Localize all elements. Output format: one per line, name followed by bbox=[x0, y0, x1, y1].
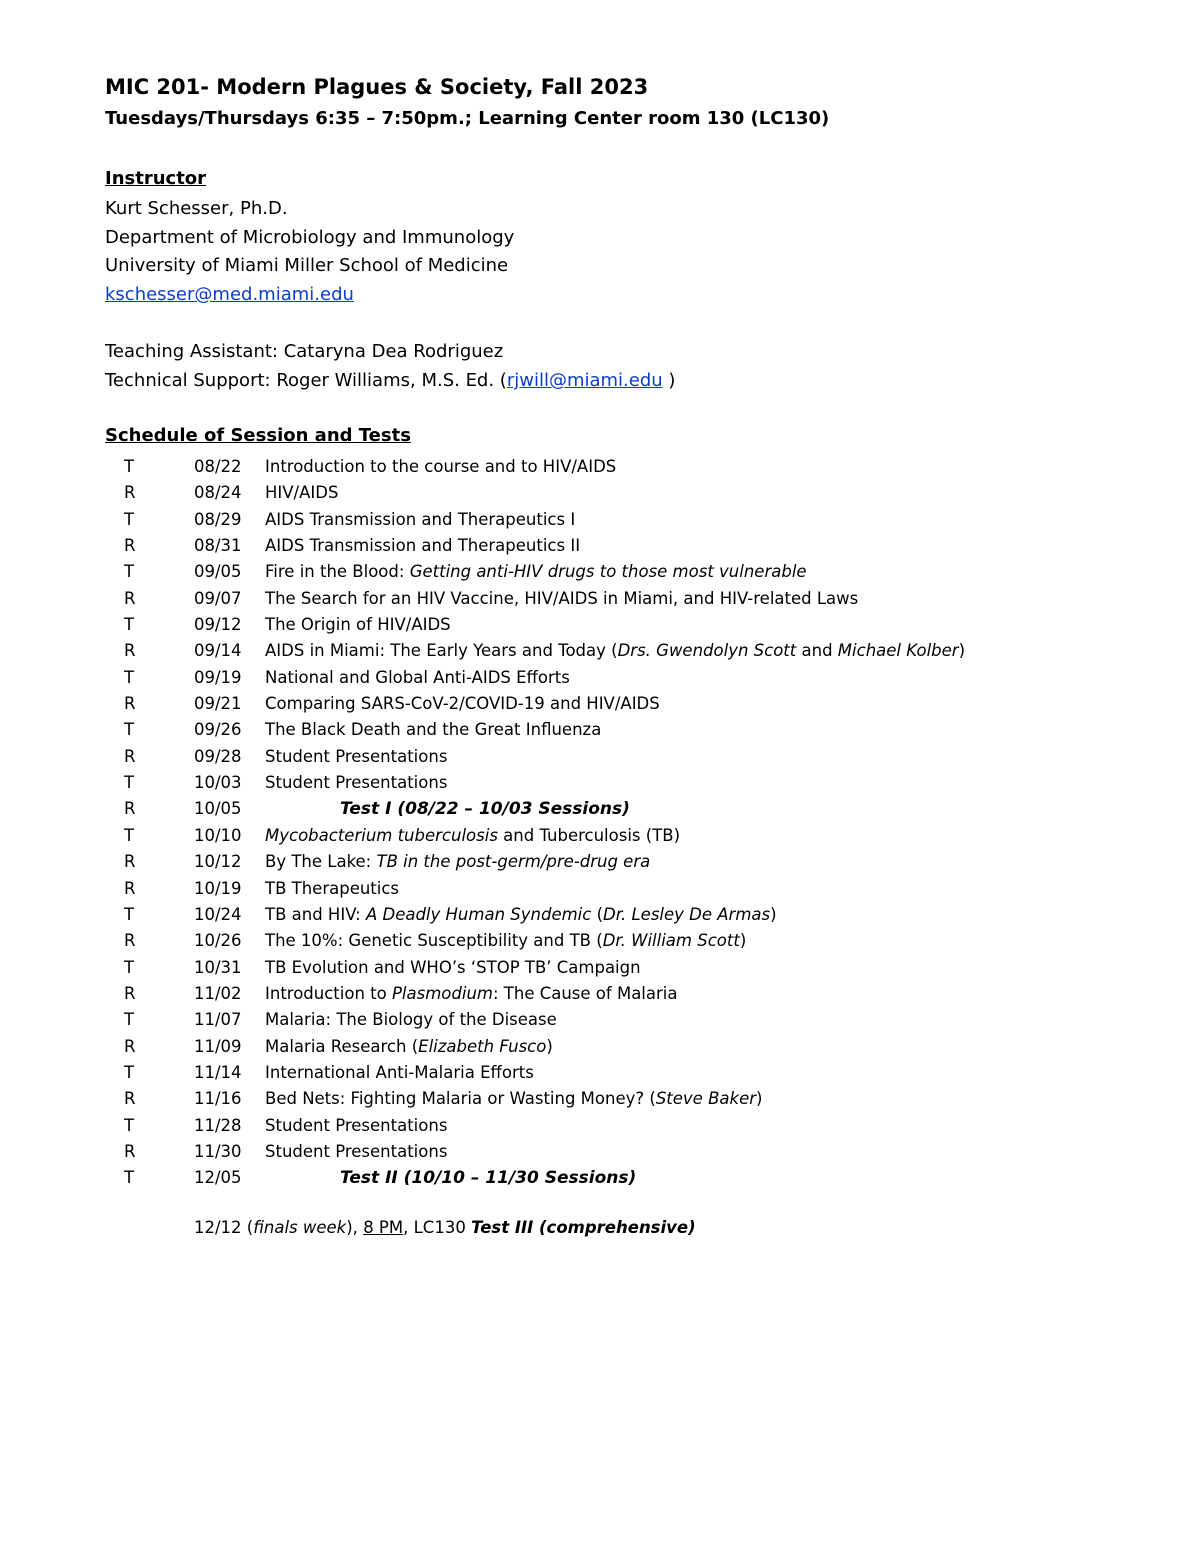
session-topic bbox=[265, 613, 451, 637]
session-date: 10/05 bbox=[194, 799, 242, 819]
session-topic bbox=[265, 692, 660, 716]
session-day: T bbox=[124, 1010, 135, 1030]
test-label: Test II (10/10 – 11/30 Sessions) bbox=[340, 1168, 637, 1189]
topic-text: By The Lake: bbox=[265, 852, 377, 872]
session-day: R bbox=[124, 983, 136, 1003]
topic-text: TB Evolution and WHO’s ‘STOP TB’ Campaign bbox=[265, 957, 641, 977]
schedule-row bbox=[0, 1114, 1200, 1140]
session-day: T bbox=[124, 904, 135, 924]
topic-italic: Steve Baker bbox=[655, 1089, 757, 1109]
session-date: 08/22 bbox=[194, 457, 242, 476]
topic-text: Student Presentations bbox=[265, 746, 448, 766]
schedule-row bbox=[0, 534, 1200, 560]
session-topic bbox=[265, 1114, 447, 1138]
topic-text: ) bbox=[756, 1089, 763, 1109]
session-topic bbox=[265, 903, 777, 927]
topic-italic: Dr. Lesley De Armas bbox=[603, 904, 771, 924]
session-date: 09/14 bbox=[194, 641, 242, 661]
instructor-school: University of Miami Miller School of Medicine bbox=[105, 255, 509, 276]
schedule-row bbox=[0, 797, 1200, 823]
topic-text: Comparing SARS-CoV-2/COVID-19 and HIV/AIDS bbox=[265, 694, 660, 714]
session-topic bbox=[265, 534, 580, 558]
schedule-row bbox=[0, 639, 1200, 665]
schedule-row bbox=[0, 745, 1200, 771]
session-day: R bbox=[124, 1089, 136, 1109]
topic-italic: Mycobacterium tuberculosis bbox=[265, 825, 498, 845]
topic-italic: Michael Kolber bbox=[837, 641, 959, 661]
topic-text: Malaria Research ( bbox=[265, 1036, 419, 1056]
session-date: 08/29 bbox=[194, 509, 242, 529]
topic-text: AIDS Transmission and Therapeutics II bbox=[265, 536, 581, 556]
topic-text: The Black Death and the Great Influenza bbox=[265, 720, 602, 740]
session-day: R bbox=[124, 746, 136, 766]
session-date: 09/26 bbox=[194, 720, 242, 740]
topic-text: TB and HIV: bbox=[265, 904, 366, 924]
final-exam-date: 12/12 ( bbox=[194, 1218, 254, 1237]
session-date: 11/16 bbox=[194, 1089, 242, 1109]
session-topic bbox=[265, 771, 447, 795]
final-exam-time: 8 PM bbox=[363, 1218, 404, 1237]
session-day: T bbox=[124, 1115, 135, 1135]
session-topic bbox=[265, 1035, 553, 1059]
session-day: R bbox=[124, 641, 136, 661]
schedule-table bbox=[0, 455, 1200, 1193]
final-exam-room: , LC130 bbox=[403, 1218, 472, 1237]
topic-text: National and Global Anti-AIDS Efforts bbox=[265, 667, 570, 687]
session-day: T bbox=[124, 720, 135, 740]
schedule-row bbox=[0, 1087, 1200, 1113]
session-date: 11/09 bbox=[194, 1036, 242, 1056]
session-date: 10/31 bbox=[194, 957, 242, 977]
session-topic bbox=[265, 718, 601, 742]
session-day: T bbox=[124, 957, 135, 977]
session-date: 09/07 bbox=[194, 588, 242, 608]
session-topic bbox=[265, 1008, 557, 1032]
topic-text: and bbox=[796, 641, 838, 661]
schedule-row bbox=[0, 1140, 1200, 1166]
topic-text: AIDS in Miami: The Early Years and Today ( bbox=[265, 641, 618, 661]
topic-text: HIV/AIDS bbox=[265, 483, 339, 503]
session-date: 11/02 bbox=[194, 983, 242, 1003]
session-date: 09/19 bbox=[194, 667, 242, 687]
session-topic bbox=[265, 666, 570, 690]
course-schedule-subtitle: Tuesdays/Thursdays 6:35 – 7:50pm.; Learning Center room 130 (LC130) bbox=[105, 108, 830, 129]
instructor-heading: Instructor bbox=[105, 168, 207, 189]
course-title: MIC 201- Modern Plagues & Society, Fall 2023 bbox=[105, 75, 649, 99]
topic-text: The 10%: Genetic Susceptibility and TB ( bbox=[265, 931, 603, 951]
session-day: R bbox=[124, 694, 136, 714]
session-topic bbox=[265, 824, 680, 848]
test-label: Test I (08/22 – 10/03 Sessions) bbox=[340, 799, 630, 820]
session-day: T bbox=[124, 509, 135, 529]
technical-support-close: ) bbox=[662, 370, 676, 391]
schedule-row bbox=[0, 666, 1200, 692]
schedule-row bbox=[0, 877, 1200, 903]
schedule-row bbox=[0, 1166, 1200, 1192]
topic-text: ) bbox=[770, 904, 777, 924]
technical-support-label: Technical Support: Roger Williams, M.S. Ed. ( bbox=[105, 370, 507, 391]
schedule-row bbox=[0, 587, 1200, 613]
session-date: 10/19 bbox=[194, 878, 242, 898]
topic-italic: A Deadly Human Syndemic bbox=[365, 904, 592, 924]
session-topic bbox=[265, 929, 746, 953]
session-day: R bbox=[124, 799, 136, 819]
session-date: 11/07 bbox=[194, 1010, 242, 1030]
topic-text: Malaria: The Biology of the Disease bbox=[265, 1010, 557, 1030]
session-day: R bbox=[124, 536, 136, 556]
session-topic bbox=[265, 560, 807, 584]
instructor-department: Department of Microbiology and Immunology bbox=[105, 227, 515, 248]
session-topic bbox=[265, 1061, 534, 1085]
session-date: 10/26 bbox=[194, 931, 242, 951]
session-day: T bbox=[124, 825, 135, 845]
session-date: 11/30 bbox=[194, 1141, 242, 1161]
topic-text: : The Cause of Malaria bbox=[492, 983, 678, 1003]
session-date: 11/14 bbox=[194, 1062, 242, 1082]
session-topic bbox=[265, 639, 965, 663]
schedule-row bbox=[0, 929, 1200, 955]
instructor-name: Kurt Schesser, Ph.D. bbox=[105, 198, 288, 219]
technical-support bbox=[105, 370, 675, 391]
schedule-row bbox=[0, 850, 1200, 876]
session-date: 12/05 bbox=[194, 1168, 242, 1188]
session-topic bbox=[265, 1140, 447, 1164]
session-day: R bbox=[124, 483, 136, 503]
schedule-row bbox=[0, 718, 1200, 744]
session-day: R bbox=[124, 1036, 136, 1056]
schedule-row bbox=[0, 1061, 1200, 1087]
session-topic bbox=[265, 481, 338, 505]
session-date: 09/21 bbox=[194, 694, 242, 714]
session-topic bbox=[265, 877, 399, 901]
session-date: 09/12 bbox=[194, 615, 242, 635]
session-date: 09/05 bbox=[194, 562, 242, 582]
session-date: 10/03 bbox=[194, 773, 242, 793]
schedule-row bbox=[0, 956, 1200, 982]
session-topic bbox=[265, 956, 641, 980]
session-day: R bbox=[124, 852, 136, 872]
topic-text: International Anti-Malaria Efforts bbox=[265, 1062, 534, 1082]
topic-italic: Drs. Gwendolyn Scott bbox=[617, 641, 797, 661]
topic-text: Bed Nets: Fighting Malaria or Wasting Money? ( bbox=[265, 1089, 656, 1109]
schedule-row bbox=[0, 455, 1200, 481]
session-day: T bbox=[124, 457, 135, 476]
session-date: 09/28 bbox=[194, 746, 242, 766]
session-topic bbox=[265, 508, 575, 532]
session-day: T bbox=[124, 773, 135, 793]
topic-text: Student Presentations bbox=[265, 773, 448, 793]
session-date: 11/28 bbox=[194, 1115, 242, 1135]
instructor-email-link[interactable]: kschesser@med.miami.edu bbox=[105, 284, 354, 305]
session-day: R bbox=[124, 878, 136, 898]
topic-italic: TB in the post-germ/pre-drug era bbox=[376, 852, 651, 872]
schedule-row bbox=[0, 1008, 1200, 1034]
topic-text: Introduction to the course and to HIV/AIDS bbox=[265, 457, 617, 476]
schedule-row bbox=[0, 771, 1200, 797]
final-exam-line bbox=[194, 1218, 696, 1237]
session-topic bbox=[265, 587, 858, 611]
topic-italic: Getting anti-HIV drugs to those most vulnerable bbox=[409, 562, 807, 582]
schedule-row bbox=[0, 903, 1200, 929]
session-topic bbox=[265, 982, 677, 1006]
session-day: T bbox=[124, 1168, 135, 1188]
topic-text: TB Therapeutics bbox=[265, 878, 400, 898]
support-email-link[interactable]: rjwill@miami.edu bbox=[506, 370, 663, 391]
final-exam-sep: ), bbox=[346, 1218, 364, 1237]
topic-italic: Elizabeth Fusco bbox=[418, 1036, 547, 1056]
schedule-row bbox=[0, 692, 1200, 718]
topic-text: The Search for an HIV Vaccine, HIV/AIDS in Miami, and HIV-related Laws bbox=[265, 588, 859, 608]
final-exam-test: Test III (comprehensive) bbox=[471, 1218, 696, 1237]
session-topic bbox=[265, 455, 616, 479]
topic-text: and Tuberculosis (TB) bbox=[497, 825, 681, 845]
session-day: R bbox=[124, 1141, 136, 1161]
topic-text: Fire in the Blood: bbox=[265, 562, 410, 582]
schedule-row bbox=[0, 1035, 1200, 1061]
session-topic bbox=[265, 745, 447, 769]
schedule-row bbox=[0, 508, 1200, 534]
session-topic bbox=[265, 850, 650, 874]
topic-text: ) bbox=[546, 1036, 553, 1056]
topic-text: Introduction to bbox=[265, 983, 392, 1003]
session-topic bbox=[265, 1087, 762, 1111]
topic-text: Student Presentations bbox=[265, 1141, 448, 1161]
schedule-row bbox=[0, 824, 1200, 850]
session-day: T bbox=[124, 615, 135, 635]
topic-text: The Origin of HIV/AIDS bbox=[265, 615, 451, 635]
session-day: T bbox=[124, 1062, 135, 1082]
session-date: 08/24 bbox=[194, 483, 242, 503]
session-day: R bbox=[124, 931, 136, 951]
session-date: 10/10 bbox=[194, 825, 242, 845]
session-date: 10/12 bbox=[194, 852, 242, 872]
topic-italic: Dr. William Scott bbox=[602, 931, 740, 951]
session-day: T bbox=[124, 667, 135, 687]
session-date: 08/31 bbox=[194, 536, 242, 556]
schedule-row bbox=[0, 481, 1200, 507]
topic-text: AIDS Transmission and Therapeutics I bbox=[265, 509, 576, 529]
topic-text: ) bbox=[739, 931, 747, 951]
session-day: R bbox=[124, 588, 136, 608]
session-day: T bbox=[124, 562, 135, 582]
topic-italic: Plasmodium bbox=[391, 983, 493, 1003]
schedule-row bbox=[0, 560, 1200, 586]
topic-text: ) bbox=[958, 641, 965, 661]
session-date: 10/24 bbox=[194, 904, 242, 924]
teaching-assistant: Teaching Assistant: Cataryna Dea Rodriguez bbox=[105, 341, 504, 362]
final-exam-note: finals week bbox=[253, 1218, 347, 1237]
topic-text: Student Presentations bbox=[265, 1115, 448, 1135]
schedule-heading: Schedule of Session and Tests bbox=[105, 425, 411, 446]
schedule-row bbox=[0, 613, 1200, 639]
topic-text: ( bbox=[591, 904, 604, 924]
schedule-row bbox=[0, 982, 1200, 1008]
